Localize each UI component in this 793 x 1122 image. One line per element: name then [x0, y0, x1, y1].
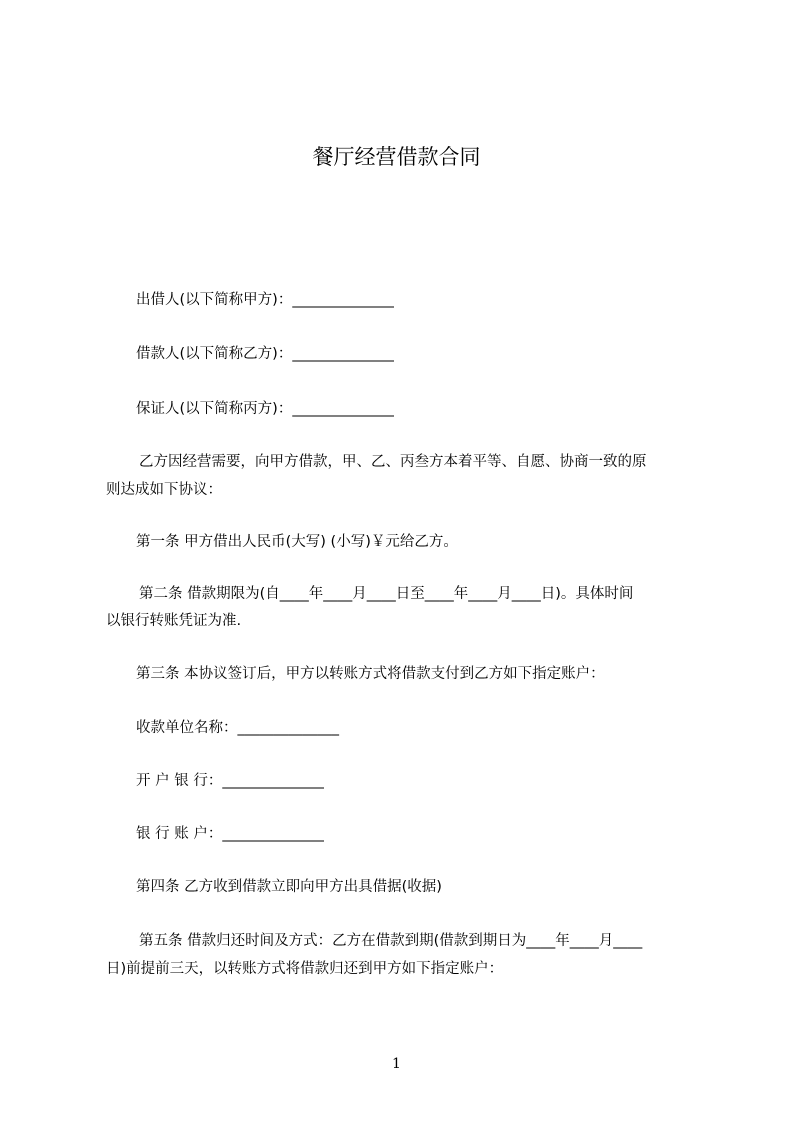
guarantor-line: 保证人(以下简称丙方)：______________ — [136, 401, 394, 417]
payee-name-line: 收款单位名称：______________ — [136, 720, 339, 736]
document-title: 餐厅经营借款合同 — [312, 145, 481, 169]
article-2-line-1: 第二条 借款期限为(自____年____月____日至____年____月____日)。具体时间 — [139, 586, 634, 602]
article-2-line-2: 以银行转账凭证为准. — [106, 613, 242, 629]
borrower-line: 借款人(以下简称乙方)：______________ — [136, 346, 394, 362]
article-3: 第三条 本协议签订后，甲方以转账方式将借款支付到乙方如下指定账户： — [136, 666, 605, 682]
article-5-line-1: 第五条 借款归还时间及方式：乙方在借款到期(借款到期日为____年____月____ — [139, 933, 643, 949]
bank-line: 开 户 银 行：______________ — [136, 773, 324, 789]
article-5-line-2: 日)前提前三天，以转账方式将借款归还到甲方如下指定账户： — [106, 961, 504, 977]
lender-line: 出借人(以下简称甲方)：______________ — [136, 292, 394, 308]
preamble-line-2: 则达成如下协议： — [106, 482, 222, 498]
page-number: 1 — [392, 1056, 401, 1072]
account-line: 银 行 账 户：______________ — [136, 826, 324, 842]
preamble-line-1: 乙方因经营需要，向甲方借款，甲、乙、丙叁方本着平等、自愿、协商一致的原 — [139, 454, 647, 470]
article-4: 第四条 乙方收到借款立即向甲方出具借据(收据) — [136, 879, 442, 895]
article-1: 第一条 甲方借出人民币(大写) (小写)￥元给乙方。 — [136, 534, 458, 550]
